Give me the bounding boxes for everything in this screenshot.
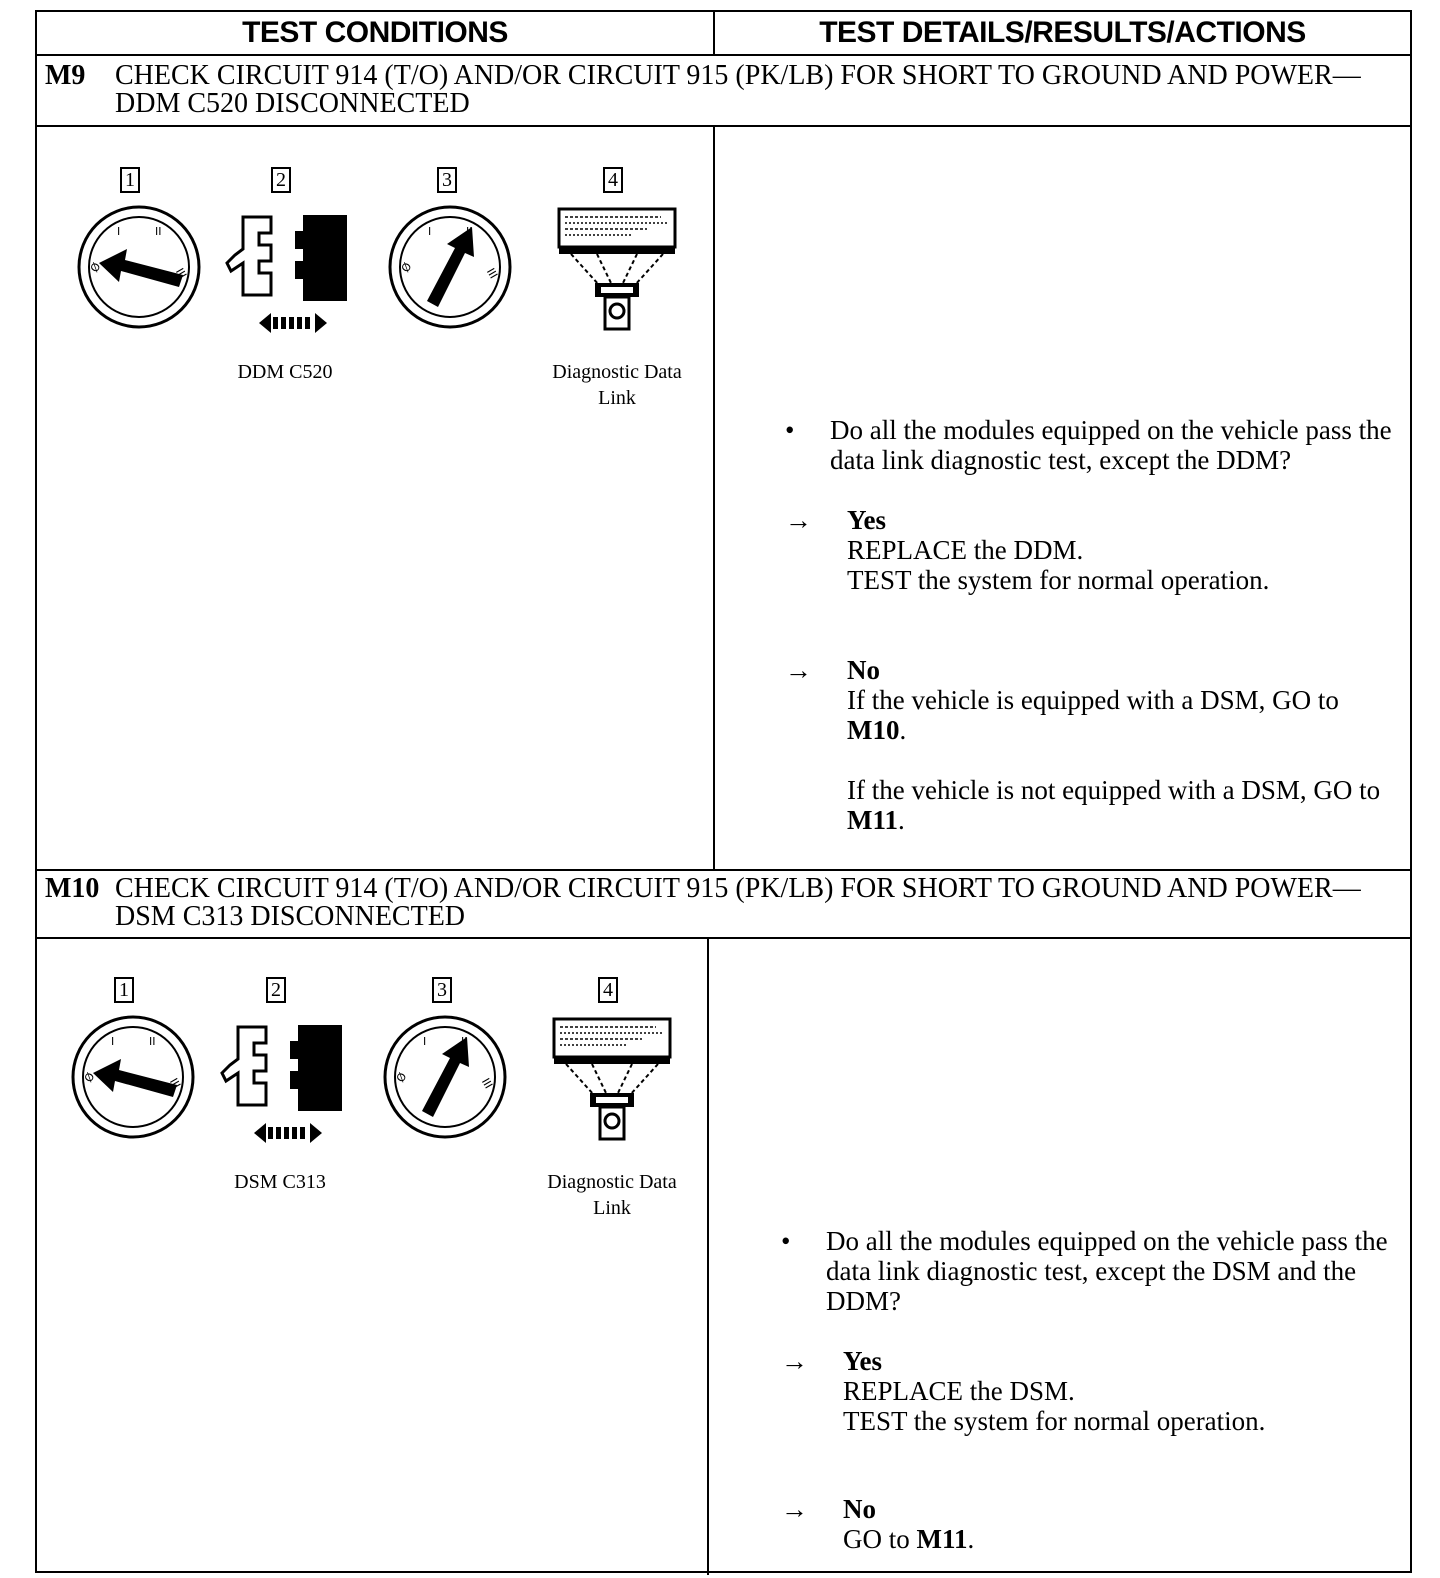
diagnostic-tool-icon: [551, 207, 683, 333]
header-test-conditions: TEST CONDITIONS: [37, 12, 715, 56]
bullet-icon: •: [785, 415, 795, 445]
arrow-right-icon: →: [785, 505, 812, 535]
diagnostic-table: [35, 10, 1412, 1573]
arrow-right-icon: →: [781, 1346, 808, 1376]
diagnostic-tool-icon: [546, 1017, 678, 1143]
step-m10-question-row: [781, 1226, 1391, 1316]
step-m10-figure-1: [51, 977, 201, 1157]
bullet-icon: •: [781, 1226, 791, 1256]
step-m9-figure-4-caption: Diagnostic Data Link: [552, 361, 682, 409]
ignition-off-icon: [71, 1015, 195, 1139]
step-m10-yes-row: [781, 1346, 1391, 1436]
step-m9-id: M9: [45, 60, 86, 91]
connector-disconnect-icon: [221, 211, 351, 337]
step-m9-no-action-1: If the vehicle is equipped with a DSM, GO to M10.: [847, 685, 1339, 745]
step-m9-no-label: No: [847, 655, 880, 685]
step-m9-figure-4-number: 4: [603, 167, 623, 193]
step-m10-figure-3-number: 3: [432, 977, 452, 1003]
step-m9-figure-3-number: 3: [437, 167, 457, 193]
step-m10-figure-2: [210, 977, 370, 1197]
step-m10-details: [781, 1226, 1391, 1554]
step-m9-title-bar: [37, 56, 1410, 127]
step-m9-figure-2: [215, 167, 375, 387]
ignition-off-icon: [77, 205, 201, 329]
arrow-right-icon: →: [785, 655, 812, 685]
column-divider: [707, 939, 709, 1575]
step-m10-no-action-1: GO to M11.: [843, 1524, 975, 1554]
step-m10-yes-action-2: TEST the system for normal operation.: [843, 1406, 1266, 1436]
step-m10-figure-4-number: 4: [598, 977, 618, 1003]
step-m9-yes-action-1: REPLACE the DDM.: [847, 535, 1084, 565]
step-m10-title-bar: [37, 869, 1410, 939]
step-ref-m11-link[interactable]: M11: [916, 1524, 968, 1554]
ignition-run-icon: [388, 205, 512, 329]
column-divider: [713, 127, 715, 869]
step-m10-figure-2-caption: DSM C313: [234, 1171, 326, 1193]
step-m9-figure-1: [57, 167, 207, 347]
step-m9-question: Do all the modules equipped on the vehicle pass the data link diagnostic test, except the DDM?: [830, 415, 1392, 475]
step-m9-figure-2-caption: DDM C520: [237, 361, 333, 383]
step-m9-figure-4: [542, 167, 702, 417]
step-m9-figure-2-number: 2: [271, 167, 291, 193]
step-m9-yes-row: [785, 505, 1395, 595]
step-m10-figure-3: [377, 977, 527, 1157]
step-m10-figure-4-caption: Diagnostic Data Link: [547, 1171, 677, 1219]
step-m9-no-action-2: If the vehicle is not equipped with a DSM, GO to M11.: [847, 775, 1381, 835]
step-m10-figure-1-number: 1: [114, 977, 134, 1003]
step-ref-m11-link[interactable]: M11: [847, 805, 898, 835]
step-m10-question: Do all the modules equipped on the vehicle pass the data link diagnostic test, except the DSM and the DDM?: [826, 1226, 1388, 1316]
step-m9-question-row: [785, 415, 1395, 475]
ignition-run-icon: [383, 1015, 507, 1139]
step-m10-figure-4: [537, 977, 697, 1227]
step-m10-figure-2-number: 2: [266, 977, 286, 1003]
step-m10-yes-action-1: REPLACE the DSM.: [843, 1376, 1075, 1406]
step-m10-no-label: No: [843, 1494, 876, 1524]
step-m10-yes-label: Yes: [843, 1346, 882, 1376]
step-m9-title: CHECK CIRCUIT 914 (T/O) AND/OR CIRCUIT 915 (PK/LB) FOR SHORT TO GROUND AND POWER—DDM C520 DISCONNECTED: [115, 60, 1361, 119]
header-test-details: TEST DETAILS/RESULTS/ACTIONS: [715, 12, 1410, 56]
step-m9-figure-3: [382, 167, 532, 347]
connector-disconnect-icon: [216, 1021, 346, 1147]
step-ref-m10-link[interactable]: M10: [847, 715, 900, 745]
step-m9-yes-label: Yes: [847, 505, 886, 535]
step-m9-details: [785, 415, 1395, 835]
step-m10-title: CHECK CIRCUIT 914 (T/O) AND/OR CIRCUIT 915 (PK/LB) FOR SHORT TO GROUND AND POWER—DSM C313 DISCONNECTED: [115, 873, 1361, 932]
step-m10-id: M10: [45, 873, 100, 904]
step-m9-yes-action-2: TEST the system for normal operation.: [847, 565, 1270, 595]
step-m9-no-row: [785, 655, 1395, 835]
step-m9-figure-1-number: 1: [120, 167, 140, 193]
step-m10-no-row: [781, 1494, 1391, 1554]
arrow-right-icon: →: [781, 1494, 808, 1524]
